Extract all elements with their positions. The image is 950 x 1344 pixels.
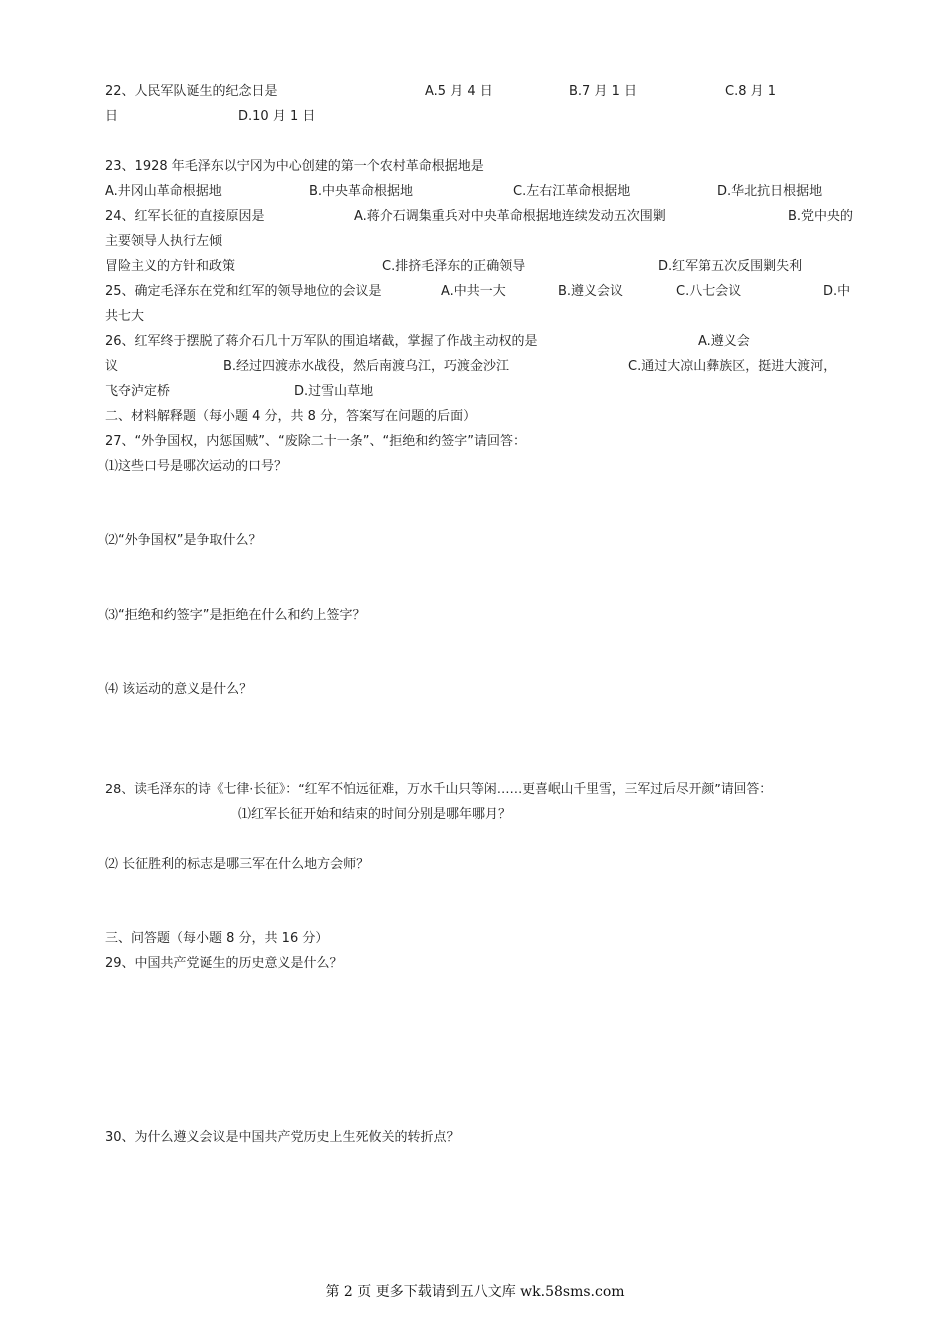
q27-part-2: ⑵“外争国权”是争取什么？ <box>105 533 262 548</box>
section-2-heading: 二、材料解释题（每小题 4 分，共 8 分，答案写在问题的后面） <box>105 409 477 424</box>
q22-option-a: A.5 月 4 日 <box>425 84 493 99</box>
q27-part-4: ⑷ 该运动的意义是什么？ <box>105 682 253 697</box>
page-footer: 第 2 页 更多下载请到五八文库 wk.58sms.com <box>325 1284 625 1300</box>
q24-option-a: A.蒋介石调集重兵对中央革命根据地连续发动五次围剿 <box>354 209 666 224</box>
q22-option-d: D.10 月 1 日 <box>238 109 316 124</box>
q30-question: 30、为什么遵义会议是中国共产党历史上生死攸关的转折点？ <box>105 1130 460 1145</box>
q25-option-b: B.遵义会议 <box>558 284 624 299</box>
q24-option-b-continued-2: 冒险主义的方针和政策 <box>105 259 236 274</box>
q23-option-c: C.左右江革命根据地 <box>513 184 631 199</box>
q23-option-a: A.井冈山革命根据地 <box>105 184 222 199</box>
q24-option-d: D.红军第五次反围剿失利 <box>658 259 803 274</box>
q23-option-b: B.中央革命根据地 <box>309 184 414 199</box>
q23-option-d: D.华北抗日根据地 <box>717 184 823 199</box>
q25-stem: 25、确定毛泽东在党和红军的领导地位的会议是 <box>105 284 382 299</box>
q28-stem: 28、读毛泽东的诗《七律·长征》：“红军不怕远征难，万水千山只等闲……更喜岷山千里雪，三军过后尽开颜”请回答： <box>105 782 773 797</box>
q28-part-2: ⑵ 长征胜利的标志是哪三军在什么地方会师？ <box>105 857 370 872</box>
q24-option-c: C.排挤毛泽东的正确领导 <box>382 259 526 274</box>
q22-stem: 22、人民军队诞生的纪念日是 <box>105 84 278 99</box>
q25-option-a: A.中共一大 <box>441 284 506 299</box>
q25-option-d-continued: 共七大 <box>105 309 145 324</box>
q27-part-1: ⑴这些口号是哪次运动的口号？ <box>105 459 288 474</box>
q26-option-b: B.经过四渡赤水战役，然后南渡乌江，巧渡金沙江 <box>223 359 510 374</box>
q25-option-c: C.八七会议 <box>676 284 742 299</box>
q25-option-d: D.中 <box>823 284 851 299</box>
q24-stem: 24、红军长征的直接原因是 <box>105 209 265 224</box>
q26-option-a-continued: 议 <box>105 359 119 374</box>
q22-option-c-continued: 日 <box>105 109 119 124</box>
section-3-heading: 三、问答题（每小题 8 分，共 16 分） <box>105 931 329 946</box>
q27-part-3: ⑶“拒绝和约签字”是拒绝在什么和约上签字？ <box>105 608 366 623</box>
q24-option-b: B.党中央的 <box>788 209 854 224</box>
q26-option-c: C.通过大凉山彝族区，挺进大渡河， <box>628 359 837 374</box>
q22-option-c: C.8 月 1 <box>725 84 777 99</box>
q26-option-c-continued: 飞夺泸定桥 <box>105 384 171 399</box>
q26-option-a: A.遵义会 <box>698 334 750 349</box>
q23-stem: 23、1928 年毛泽东以宁冈为中心创建的第一个农村革命根据地是 <box>105 159 484 174</box>
q22-option-b: B.7 月 1 日 <box>569 84 637 99</box>
q29-question: 29、中国共产党诞生的历史意义是什么？ <box>105 956 343 971</box>
q24-option-b-continued: 主要领导人执行左倾 <box>105 234 223 249</box>
q26-option-d: D.过雪山草地 <box>294 384 374 399</box>
q27-stem: 27、“外争国权，内惩国贼”、“废除二十一条”、“拒绝和约签字”请回答： <box>105 434 526 449</box>
q26-stem: 26、红军终于摆脱了蒋介石几十万军队的围追堵截，掌握了作战主动权的是 <box>105 334 538 349</box>
q28-part-1: ⑴红军长征开始和结束的时间分别是哪年哪月？ <box>238 807 512 822</box>
